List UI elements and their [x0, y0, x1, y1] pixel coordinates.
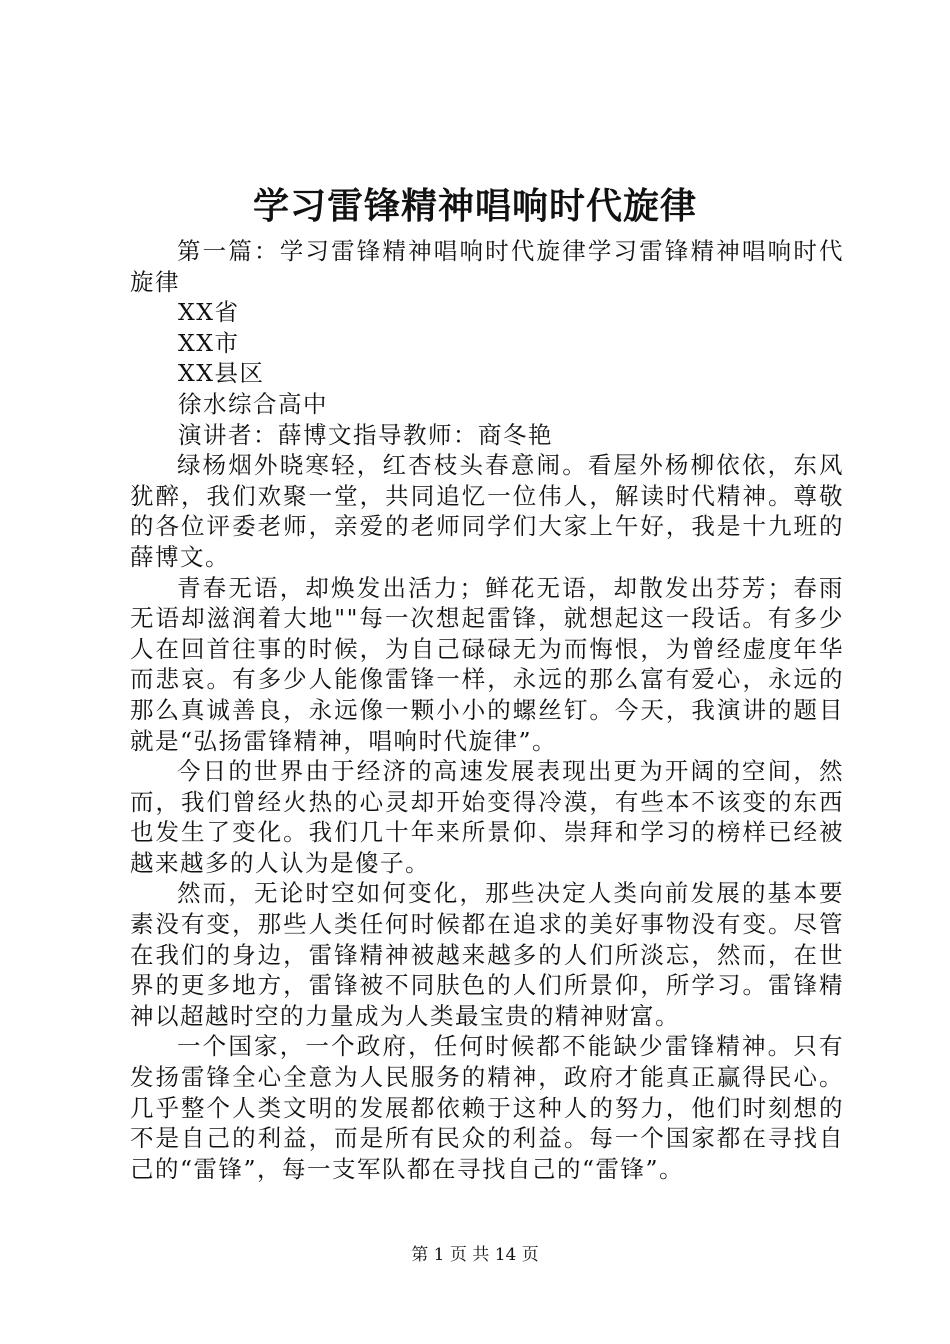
paragraph-body: 绿杨烟外晓寒轻，红杏枝头春意闹。看屋外杨柳依依，东风犹醉，我们欢聚一堂，共同追忆一位伟人，解读时代精神。尊敬的各位评委老师，亲爱的老师同学们大家上午好，我是十九班的薛博文。	[130, 451, 844, 571]
paragraph-body: 青春无语，却焕发出活力；鲜花无语，却散发出芬芳；春雨无语却滋润着大地""每一次想起雷锋，就想起这一段话。有多少人在回首往事的时候，为自己碌碌无为而悔恨，为曾经虚度年华而悲哀。有多少人能像雷锋一样，永远的那么富有爱心，永远的那么真诚善良，永远像一颗小小的螺丝钉。今天，我演讲的题目就是“弘扬雷锋精神，唱响时代旋律”。	[130, 573, 844, 755]
paragraph-heading: 第一篇：学习雷锋精神唱响时代旋律学习雷锋精神唱响时代旋律	[130, 237, 844, 296]
paragraph-body: 一个国家，一个政府，任何时候都不能缺少雷锋精神。只有发扬雷锋全心全意为人民服务的精神，政府才能真正赢得民心。几乎整个人类文明的发展都依赖于这种人的努力，他们时刻想的不是自己的利益，而是所有民众的利益。每一个国家都在寻找自己的“雷锋”，每一支军队都在寻找自己的“雷锋”。	[130, 1032, 844, 1183]
document-title: 学习雷锋精神唱响时代旋律	[252, 185, 697, 227]
paragraph-speaker: 演讲者：薛博文指导教师：商冬艳	[178, 420, 553, 449]
paragraph-school: 徐水综合高中	[178, 389, 328, 418]
paragraph-city: XX市	[178, 328, 240, 357]
paragraph-body: 然而，无论时空如何变化，那些决定人类向前发展的基本要素没有变，那些人类任何时候都在追求的美好事物没有变。尽管在我们的身边，雷锋精神被越来越多的人们所淡忘，然而，在世界的更多地方，雷锋被不同肤色的人们所景仰，所学习。雷锋精神以超越时空的力量成为人类最宝贵的精神财富。	[130, 879, 844, 1030]
paragraph-body: 今日的世界由于经济的高速发展表现出更为开阔的空间，然而，我们曾经火热的心灵却开始变得冷漠，有些本不该变的东西也发生了变化。我们几十年来所景仰、崇拜和学习的榜样已经被越来越多的人认为是傻子。	[130, 757, 844, 877]
page-number-footer: 第 1 页 共 14 页	[411, 1245, 539, 1265]
paragraph-county: XX县区	[178, 359, 265, 388]
paragraph-province: XX省	[178, 298, 240, 327]
document-body	[130, 236, 844, 1184]
